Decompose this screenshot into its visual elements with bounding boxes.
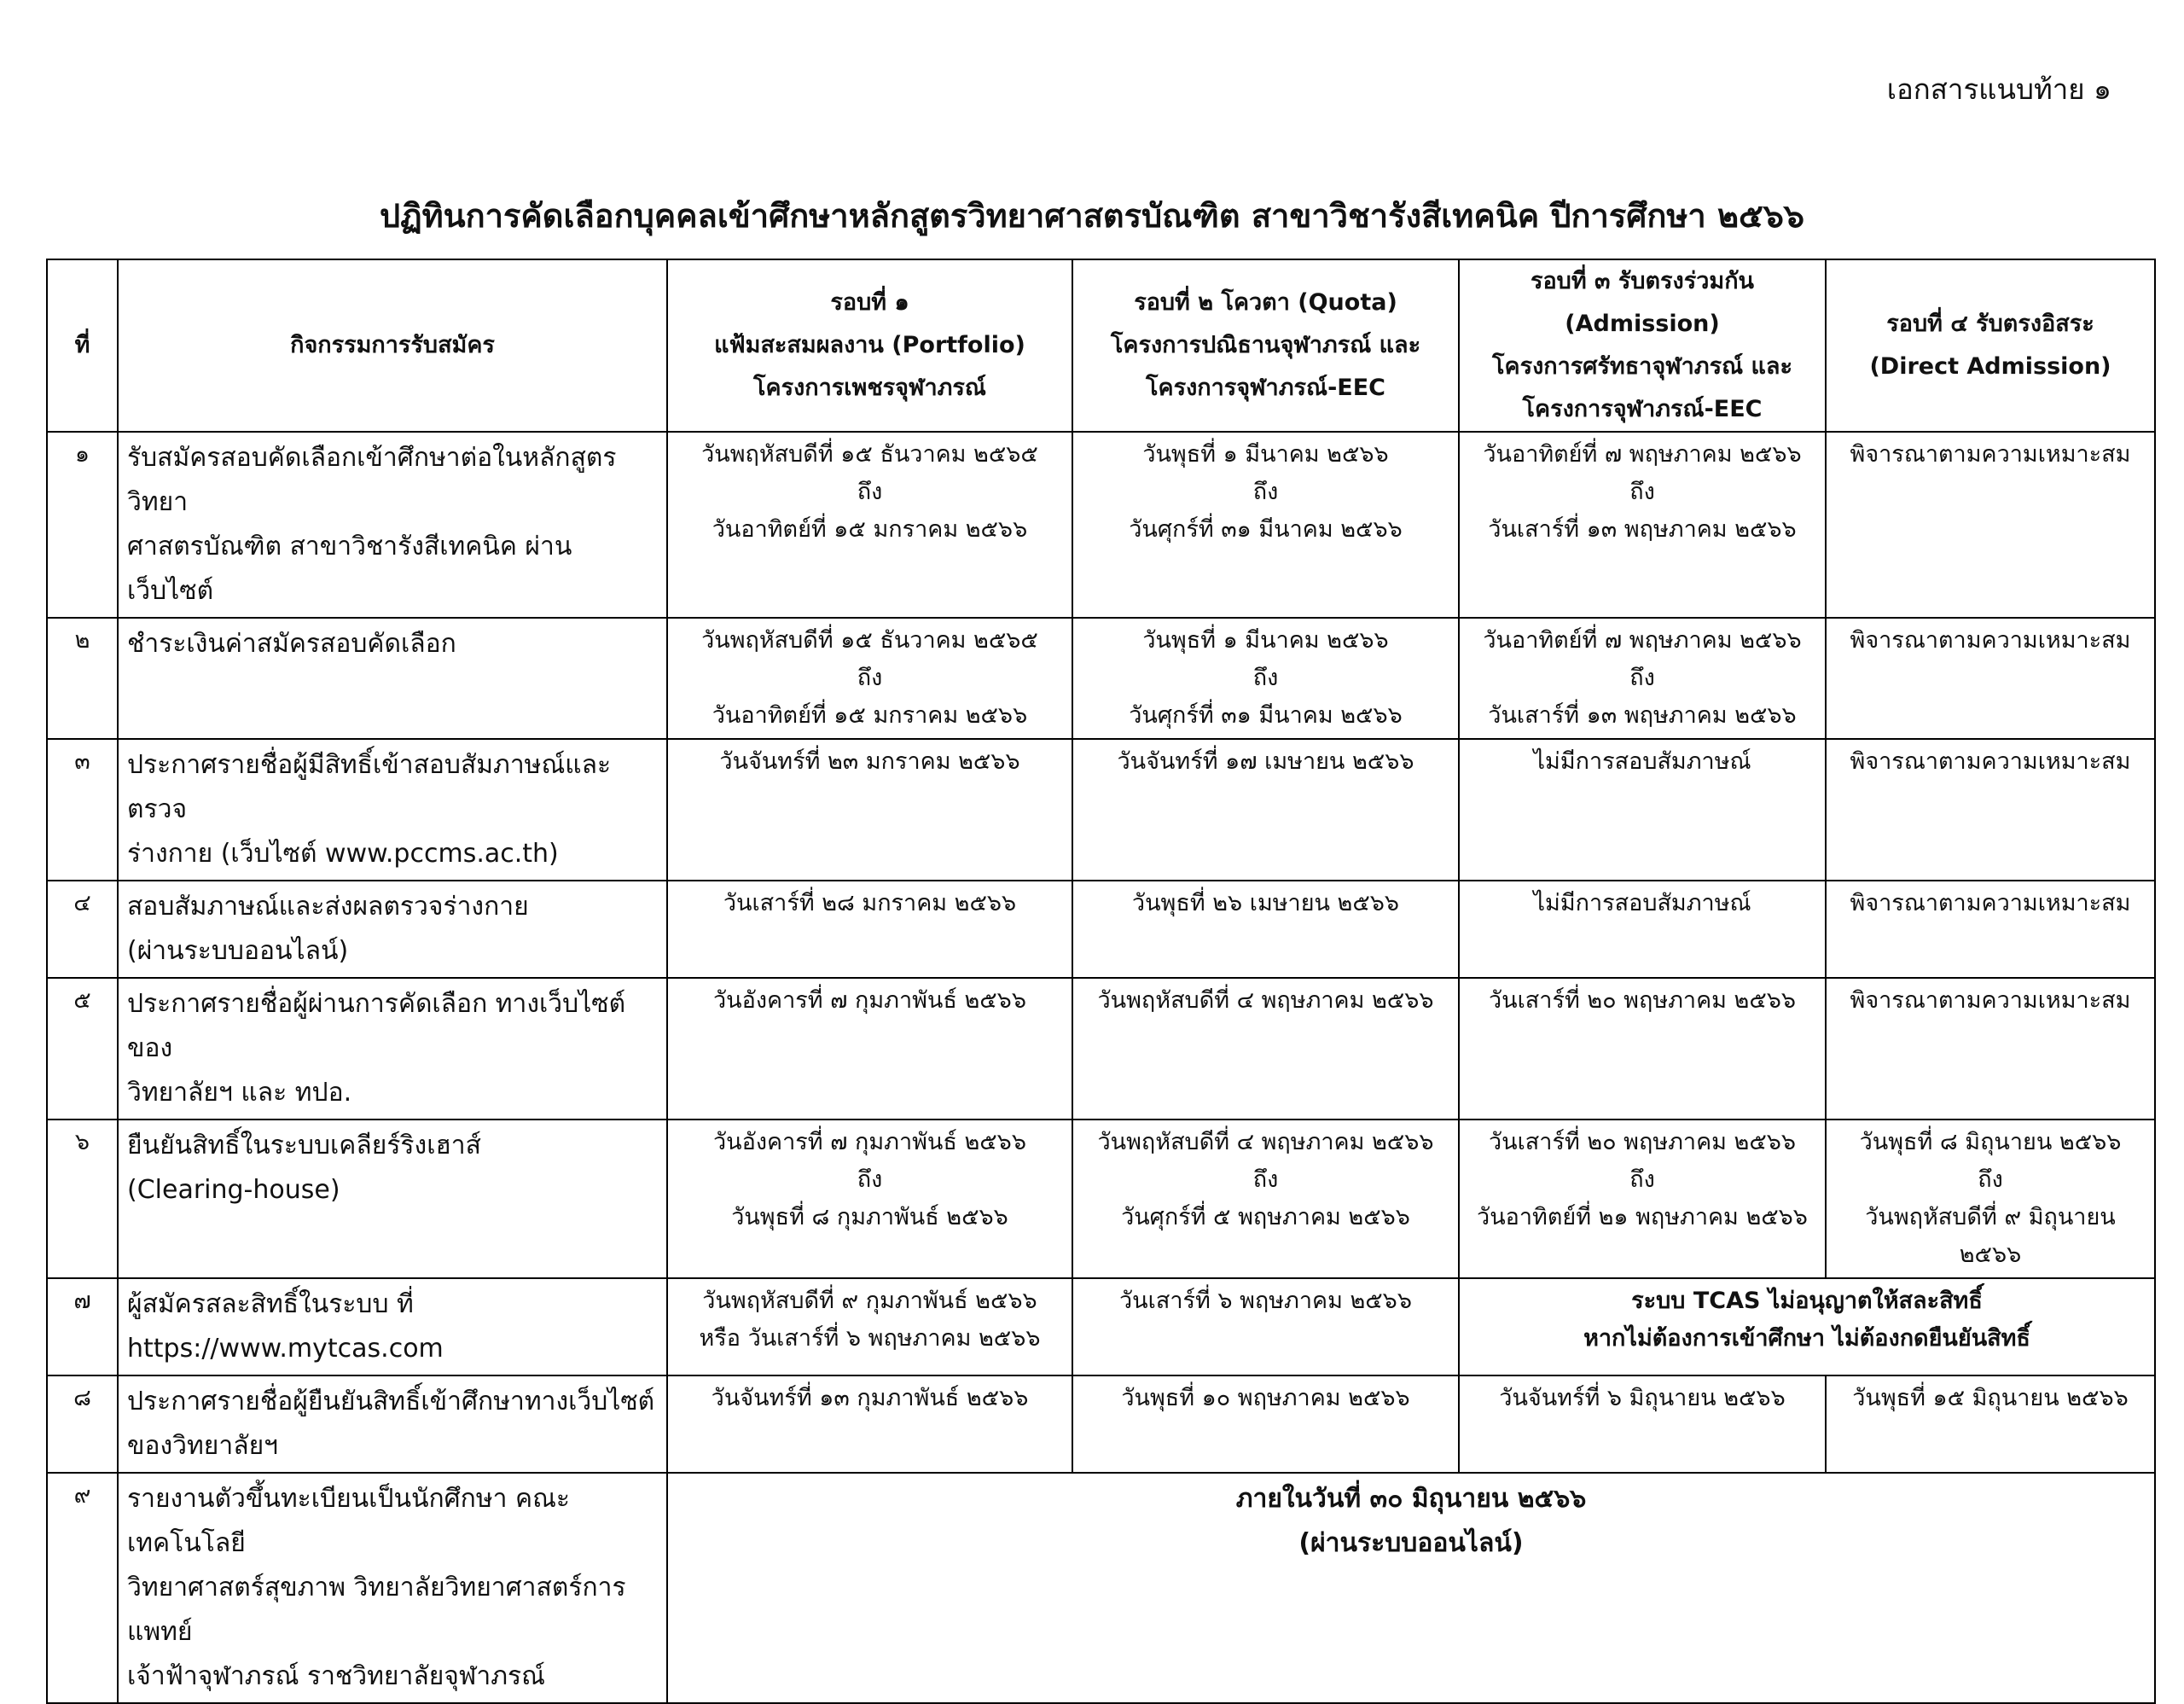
date-line: วันศุกร์ที่ ๓๑ มีนาคม ๒๕๖๖ xyxy=(1129,516,1403,543)
round2-cell: วันพุธที่ ๒๖ เมษายน ๒๕๖๖ xyxy=(1072,881,1459,978)
header-line: โครงการจุฬาภรณ์-EEC xyxy=(1522,396,1763,422)
round4-cell: พิจารณาตามความเหมาะสม xyxy=(1826,978,2155,1120)
date-line: วันอาทิตย์ที่ ๗ พฤษภาคม ๒๕๖๖ xyxy=(1483,441,1802,468)
round2-cell: วันจันทร์ที่ ๑๗ เมษายน ๒๕๖๖ xyxy=(1072,739,1459,881)
date-line: วันอาทิตย์ที่ ๒๑ พฤษภาคม ๒๕๖๖ xyxy=(1477,1204,1808,1230)
activity-line: รับสมัครสอบคัดเลือกเข้าศึกษาต่อในหลักสูตรวิทยา xyxy=(127,443,617,517)
round2-cell xyxy=(1072,618,1459,739)
date-line: วันอาทิตย์ที่ ๑๕ มกราคม ๒๕๖๖ xyxy=(712,516,1028,543)
round3-cell: วันจันทร์ที่ ๖ มิถุนายน ๒๕๖๖ xyxy=(1459,1375,1826,1473)
round1-cell xyxy=(667,1120,1072,1278)
activity-line: เจ้าฟ้าจุฬาภรณ์ ราชวิทยาลัยจุฬาภรณ์ xyxy=(127,1661,545,1691)
date-line: วันเสาร์ที่ ๑๓ พฤษภาคม ๒๕๖๖ xyxy=(1488,516,1797,543)
schedule-table xyxy=(46,259,2156,1704)
activity-line: (ผ่านระบบออนไลน์) xyxy=(127,936,349,966)
round1-cell xyxy=(667,432,1072,618)
activity-cell xyxy=(118,1278,667,1375)
activity-cell xyxy=(118,978,667,1120)
round2-cell: วันเสาร์ที่ ๖ พฤษภาคม ๒๕๖๖ xyxy=(1072,1278,1459,1375)
date-line: พิจารณาตามความเหมาะสม xyxy=(1850,441,2131,468)
table-header-row xyxy=(47,259,2155,432)
attachment-label: เอกสารแนบท้าย ๑ xyxy=(1886,73,2111,106)
note-line: ระบบ TCAS ไม่อนุญาตให้สละสิทธิ์ xyxy=(1631,1288,1983,1314)
row-number: ๙ xyxy=(47,1473,118,1703)
round4-cell: พิจารณาตามความเหมาะสม xyxy=(1826,881,2155,978)
date-line: วันอาทิตย์ที่ ๑๕ มกราคม ๒๕๖๖ xyxy=(712,702,1028,729)
round4-cell: วันพุธที่ ๑๕ มิถุนายน ๒๕๖๖ xyxy=(1826,1375,2155,1473)
date-line: ถึง xyxy=(857,1166,883,1193)
row-number: ๑ xyxy=(47,432,118,618)
activity-cell xyxy=(118,881,667,978)
round1-cell: วันอังคารที่ ๗ กุมภาพันธ์ ๒๕๖๖ xyxy=(667,978,1072,1120)
table-row xyxy=(47,618,2155,739)
table-row xyxy=(47,1473,2155,1703)
round3-4-merged-cell xyxy=(1459,1278,2155,1375)
header-round3 xyxy=(1459,259,1826,432)
row-number: ๘ xyxy=(47,1375,118,1473)
date-line: ถึง xyxy=(1252,479,1279,505)
round3-cell: วันเสาร์ที่ ๒๐ พฤษภาคม ๒๕๖๖ xyxy=(1459,978,1826,1120)
activity-line: วิทยาลัยฯ และ ทปอ. xyxy=(127,1078,352,1108)
document-title: ปฏิทินการคัดเลือกบุคคลเข้าศึกษาหลักสูตรวิทยาศาสตรบัณฑิต สาขาวิชารังสีเทคนิค ปีการศึกษา ๒๕๖๖ xyxy=(379,197,1805,235)
round2-cell xyxy=(1072,1120,1459,1278)
activity-cell xyxy=(118,618,667,739)
date-line: วันอังคารที่ ๗ กุมภาพันธ์ ๒๕๖๖ xyxy=(713,1129,1026,1155)
round1-cell xyxy=(667,618,1072,739)
activity-line: ของวิทยาลัยฯ xyxy=(127,1431,279,1461)
activity-line: ประกาศรายชื่อผู้ผ่านการคัดเลือก ทางเว็บไซต์ของ xyxy=(127,989,626,1063)
activity-cell xyxy=(118,739,667,881)
round3-cell: ไม่มีการสอบสัมภาษณ์ xyxy=(1459,739,1826,881)
round3-cell: ไม่มีการสอบสัมภาษณ์ xyxy=(1459,881,1826,978)
row-number: ๒ xyxy=(47,618,118,739)
note-line: หากไม่ต้องการเข้าศึกษา ไม่ต้องกดยืนยันสิทธิ์ xyxy=(1583,1325,2030,1352)
header-round2 xyxy=(1072,259,1459,432)
header-line: แฟ้มสะสมผลงาน (Portfolio) xyxy=(714,332,1025,358)
activity-line: https://www.mytcas.com xyxy=(127,1334,444,1364)
activity-line: สอบสัมภาษณ์และส่งผลตรวจร่างกาย xyxy=(127,892,529,922)
date-line: พิจารณาตามความเหมาะสม xyxy=(1850,627,2131,654)
date-line: วันพุธที่ ๘ มิถุนายน ๒๕๖๖ xyxy=(1859,1129,2122,1155)
deadline-line: ภายในวันที่ ๓๐ มิถุนายน ๒๕๖๖ xyxy=(1235,1484,1587,1514)
round4-cell: พิจารณาตามความเหมาะสม xyxy=(1826,739,2155,881)
round2-cell: วันพฤหัสบดีที่ ๔ พฤษภาคม ๒๕๖๖ xyxy=(1072,978,1459,1120)
activity-line: ประกาศรายชื่อผู้มีสิทธิ์เข้าสอบสัมภาษณ์และตรวจ xyxy=(127,750,612,824)
table-row xyxy=(47,1120,2155,1278)
table-row xyxy=(47,432,2155,618)
date-line: ถึง xyxy=(857,665,883,691)
round4-cell xyxy=(1826,1120,2155,1278)
round1-cell: วันจันทร์ที่ ๑๓ กุมภาพันธ์ ๒๕๖๖ xyxy=(667,1375,1072,1473)
date-line: วันพฤหัสบดีที่ ๙ กุมภาพันธ์ ๒๕๖๖ xyxy=(702,1288,1037,1314)
round2-cell: วันพุธที่ ๑๐ พฤษภาคม ๒๕๖๖ xyxy=(1072,1375,1459,1473)
activity-cell xyxy=(118,1375,667,1473)
row-number: ๔ xyxy=(47,881,118,978)
activity-cell xyxy=(118,1473,667,1703)
date-line: ถึง xyxy=(857,479,883,505)
header-line: รอบที่ ๑ xyxy=(830,289,909,316)
header-line: (Direct Admission) xyxy=(1869,353,2111,380)
table-row xyxy=(47,978,2155,1120)
date-line: วันเสาร์ที่ ๒๐ พฤษภาคม ๒๕๖๖ xyxy=(1488,1129,1797,1155)
round1-cell: วันเสาร์ที่ ๒๘ มกราคม ๒๕๖๖ xyxy=(667,881,1072,978)
activity-cell xyxy=(118,432,667,618)
activity-line: ยืนยันสิทธิ์ในระบบเคลียร์ริงเฮาส์ xyxy=(127,1131,481,1160)
date-line: ถึง xyxy=(1629,1166,1655,1193)
activity-line: ประกาศรายชื่อผู้ยืนยันสิทธิ์เข้าศึกษาทางเว็บไซต์ xyxy=(127,1387,655,1416)
header-line: รอบที่ ๒ โควตา (Quota) xyxy=(1134,289,1397,316)
row-number: ๗ xyxy=(47,1278,118,1375)
date-line: วันพุธที่ ๘ กุมภาพันธ์ ๒๕๖๖ xyxy=(731,1204,1008,1230)
table-row xyxy=(47,739,2155,881)
date-line: หรือ วันเสาร์ที่ ๖ พฤษภาคม ๒๕๖๖ xyxy=(699,1325,1041,1352)
date-line: วันศุกร์ที่ ๓๑ มีนาคม ๒๕๖๖ xyxy=(1129,702,1403,729)
header-line: โครงการจุฬาภรณ์-EEC xyxy=(1146,375,1385,401)
date-line: วันพุธที่ ๑ มีนาคม ๒๕๖๖ xyxy=(1142,441,1389,468)
round4-cell xyxy=(1826,432,2155,618)
activity-line: รายงานตัวขึ้นทะเบียนเป็นนักศึกษา คณะเทคโนโลยี xyxy=(127,1484,571,1558)
date-line: ถึง xyxy=(1629,479,1655,505)
date-line: วันพฤหัสบดีที่ ๑๕ ธันวาคม ๒๕๖๕ xyxy=(701,627,1038,654)
date-line: วันพฤหัสบดีที่ ๑๕ ธันวาคม ๒๕๖๕ xyxy=(701,441,1038,468)
date-line: ถึง xyxy=(1252,665,1279,691)
round4-cell xyxy=(1826,618,2155,739)
activity-cell xyxy=(118,1120,667,1278)
header-line: รอบที่ ๓ รับตรงร่วมกัน xyxy=(1530,268,1755,294)
header-line: รอบที่ ๔ รับตรงอิสระ xyxy=(1886,311,2094,337)
row-number: ๕ xyxy=(47,978,118,1120)
table-row xyxy=(47,1375,2155,1473)
date-line: วันอาทิตย์ที่ ๗ พฤษภาคม ๒๕๖๖ xyxy=(1483,627,1802,654)
header-round1 xyxy=(667,259,1072,432)
activity-line: ผู้สมัครสละสิทธิ์ในระบบ ที่ xyxy=(127,1289,414,1319)
round1-cell xyxy=(667,1278,1072,1375)
date-line: วันพฤหัสบดีที่ ๔ พฤษภาคม ๒๕๖๖ ถึง xyxy=(1097,1129,1434,1193)
row-number: ๖ xyxy=(47,1120,118,1278)
activity-line: (Clearing-house) xyxy=(127,1175,340,1205)
header-activity: กิจกรรมการรับสมัคร xyxy=(118,259,667,432)
activity-line: ชำระเงินค่าสมัครสอบคัดเลือก xyxy=(127,629,456,659)
round3-cell xyxy=(1459,618,1826,739)
activity-line: วิทยาศาสตร์สุขภาพ วิทยาลัยวิทยาศาสตร์การแพทย์ xyxy=(127,1573,626,1647)
round3-cell xyxy=(1459,1120,1826,1278)
header-no: ที่ xyxy=(47,259,118,432)
activity-line: ร่างกาย (เว็บไซต์ www.pccms.ac.th) xyxy=(127,839,559,869)
date-line: วันศุกร์ที่ ๕ พฤษภาคม ๒๕๖๖ xyxy=(1121,1204,1410,1230)
header-line: โครงการปณิธานจุฬาภรณ์ และ xyxy=(1110,332,1421,358)
date-line: วันพฤหัสบดีที่ ๙ มิถุนายน ๒๕๖๖ xyxy=(1865,1204,2116,1268)
header-line: (Admission) xyxy=(1565,311,1720,337)
report-deadline-merged-cell xyxy=(667,1473,2155,1703)
round3-cell xyxy=(1459,432,1826,618)
table-row xyxy=(47,881,2155,978)
date-line: วันเสาร์ที่ ๑๓ พฤษภาคม ๒๕๖๖ xyxy=(1488,702,1797,729)
round1-cell: วันจันทร์ที่ ๒๓ มกราคม ๒๕๖๖ xyxy=(667,739,1072,881)
header-line: โครงการเพชรจุฬาภรณ์ xyxy=(753,375,986,401)
row-number: ๓ xyxy=(47,739,118,881)
round2-cell xyxy=(1072,432,1459,618)
date-line: ถึง xyxy=(1978,1166,2003,1193)
activity-line: ศาสตรบัณฑิต สาขาวิชารังสีเทคนิค ผ่านเว็บไซต์ xyxy=(127,532,572,606)
date-line: ถึง xyxy=(1629,665,1655,691)
header-round4 xyxy=(1826,259,2155,432)
header-line: โครงการศรัทธาจุฬาภรณ์ และ xyxy=(1492,353,1792,380)
deadline-line: (ผ่านระบบออนไลน์) xyxy=(1298,1528,1524,1558)
table-row xyxy=(47,1278,2155,1375)
date-line: วันพุธที่ ๑ มีนาคม ๒๕๖๖ xyxy=(1142,627,1389,654)
